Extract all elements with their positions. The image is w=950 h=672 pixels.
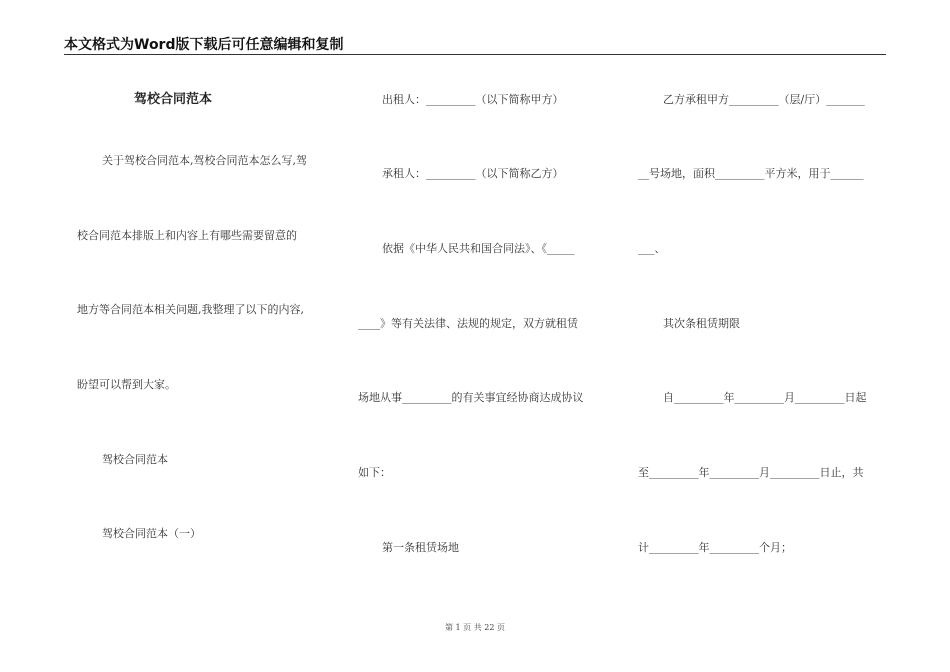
contract-line: 乙方承租甲方_________（层/厅）_______ (663, 93, 865, 106)
contract-line: 出租人：_________（以下简称甲方） (382, 93, 564, 106)
paragraph-line: 校合同范本排版上和内容上有哪些需要留意的 (77, 229, 297, 242)
header-divider (64, 54, 886, 55)
clause-heading: 第一条租赁场地 (382, 541, 459, 554)
section-heading: 驾校合同范本（一） (102, 527, 201, 540)
paragraph-line: 地方等合同范本相关问题,我整理了以下的内容, (77, 303, 304, 316)
contract-line: 自_________年_________月_________日起 (663, 391, 867, 404)
page-number-footer: 第 1 页 共 22 页 (445, 623, 505, 632)
page-header-title: 本文格式为Word版下载后可任意编辑和复制 (64, 37, 344, 53)
contract-line: ____》等有关法律、法规的规定，双方就租赁 (358, 317, 578, 330)
document-title: 驾校合同范本 (134, 92, 213, 107)
contract-line: __号场地，面积_________平方米，用于______ (638, 167, 864, 180)
section-heading: 驾校合同范本 (102, 453, 168, 466)
contract-line: 计_________年_________个月； (638, 541, 792, 554)
paragraph-line: 关于驾校合同范本,驾校合同范本怎么写,驾 (102, 154, 307, 167)
contract-line: ___、 (638, 242, 666, 255)
clause-heading: 其次条租赁期限 (663, 317, 740, 330)
contract-line: 依据《中华人民共和国合同法》、《_____ (382, 242, 575, 255)
contract-line: 如下： (358, 466, 391, 479)
paragraph-line: 盼望可以帮到大家。 (77, 378, 176, 391)
contract-line: 至_________年_________月_________日止，共 (638, 466, 864, 479)
contract-line: 承租人：_________（以下简称乙方） (382, 167, 564, 180)
contract-line: 场地从事_________的有关事宜经协商达成协议 (358, 391, 584, 404)
